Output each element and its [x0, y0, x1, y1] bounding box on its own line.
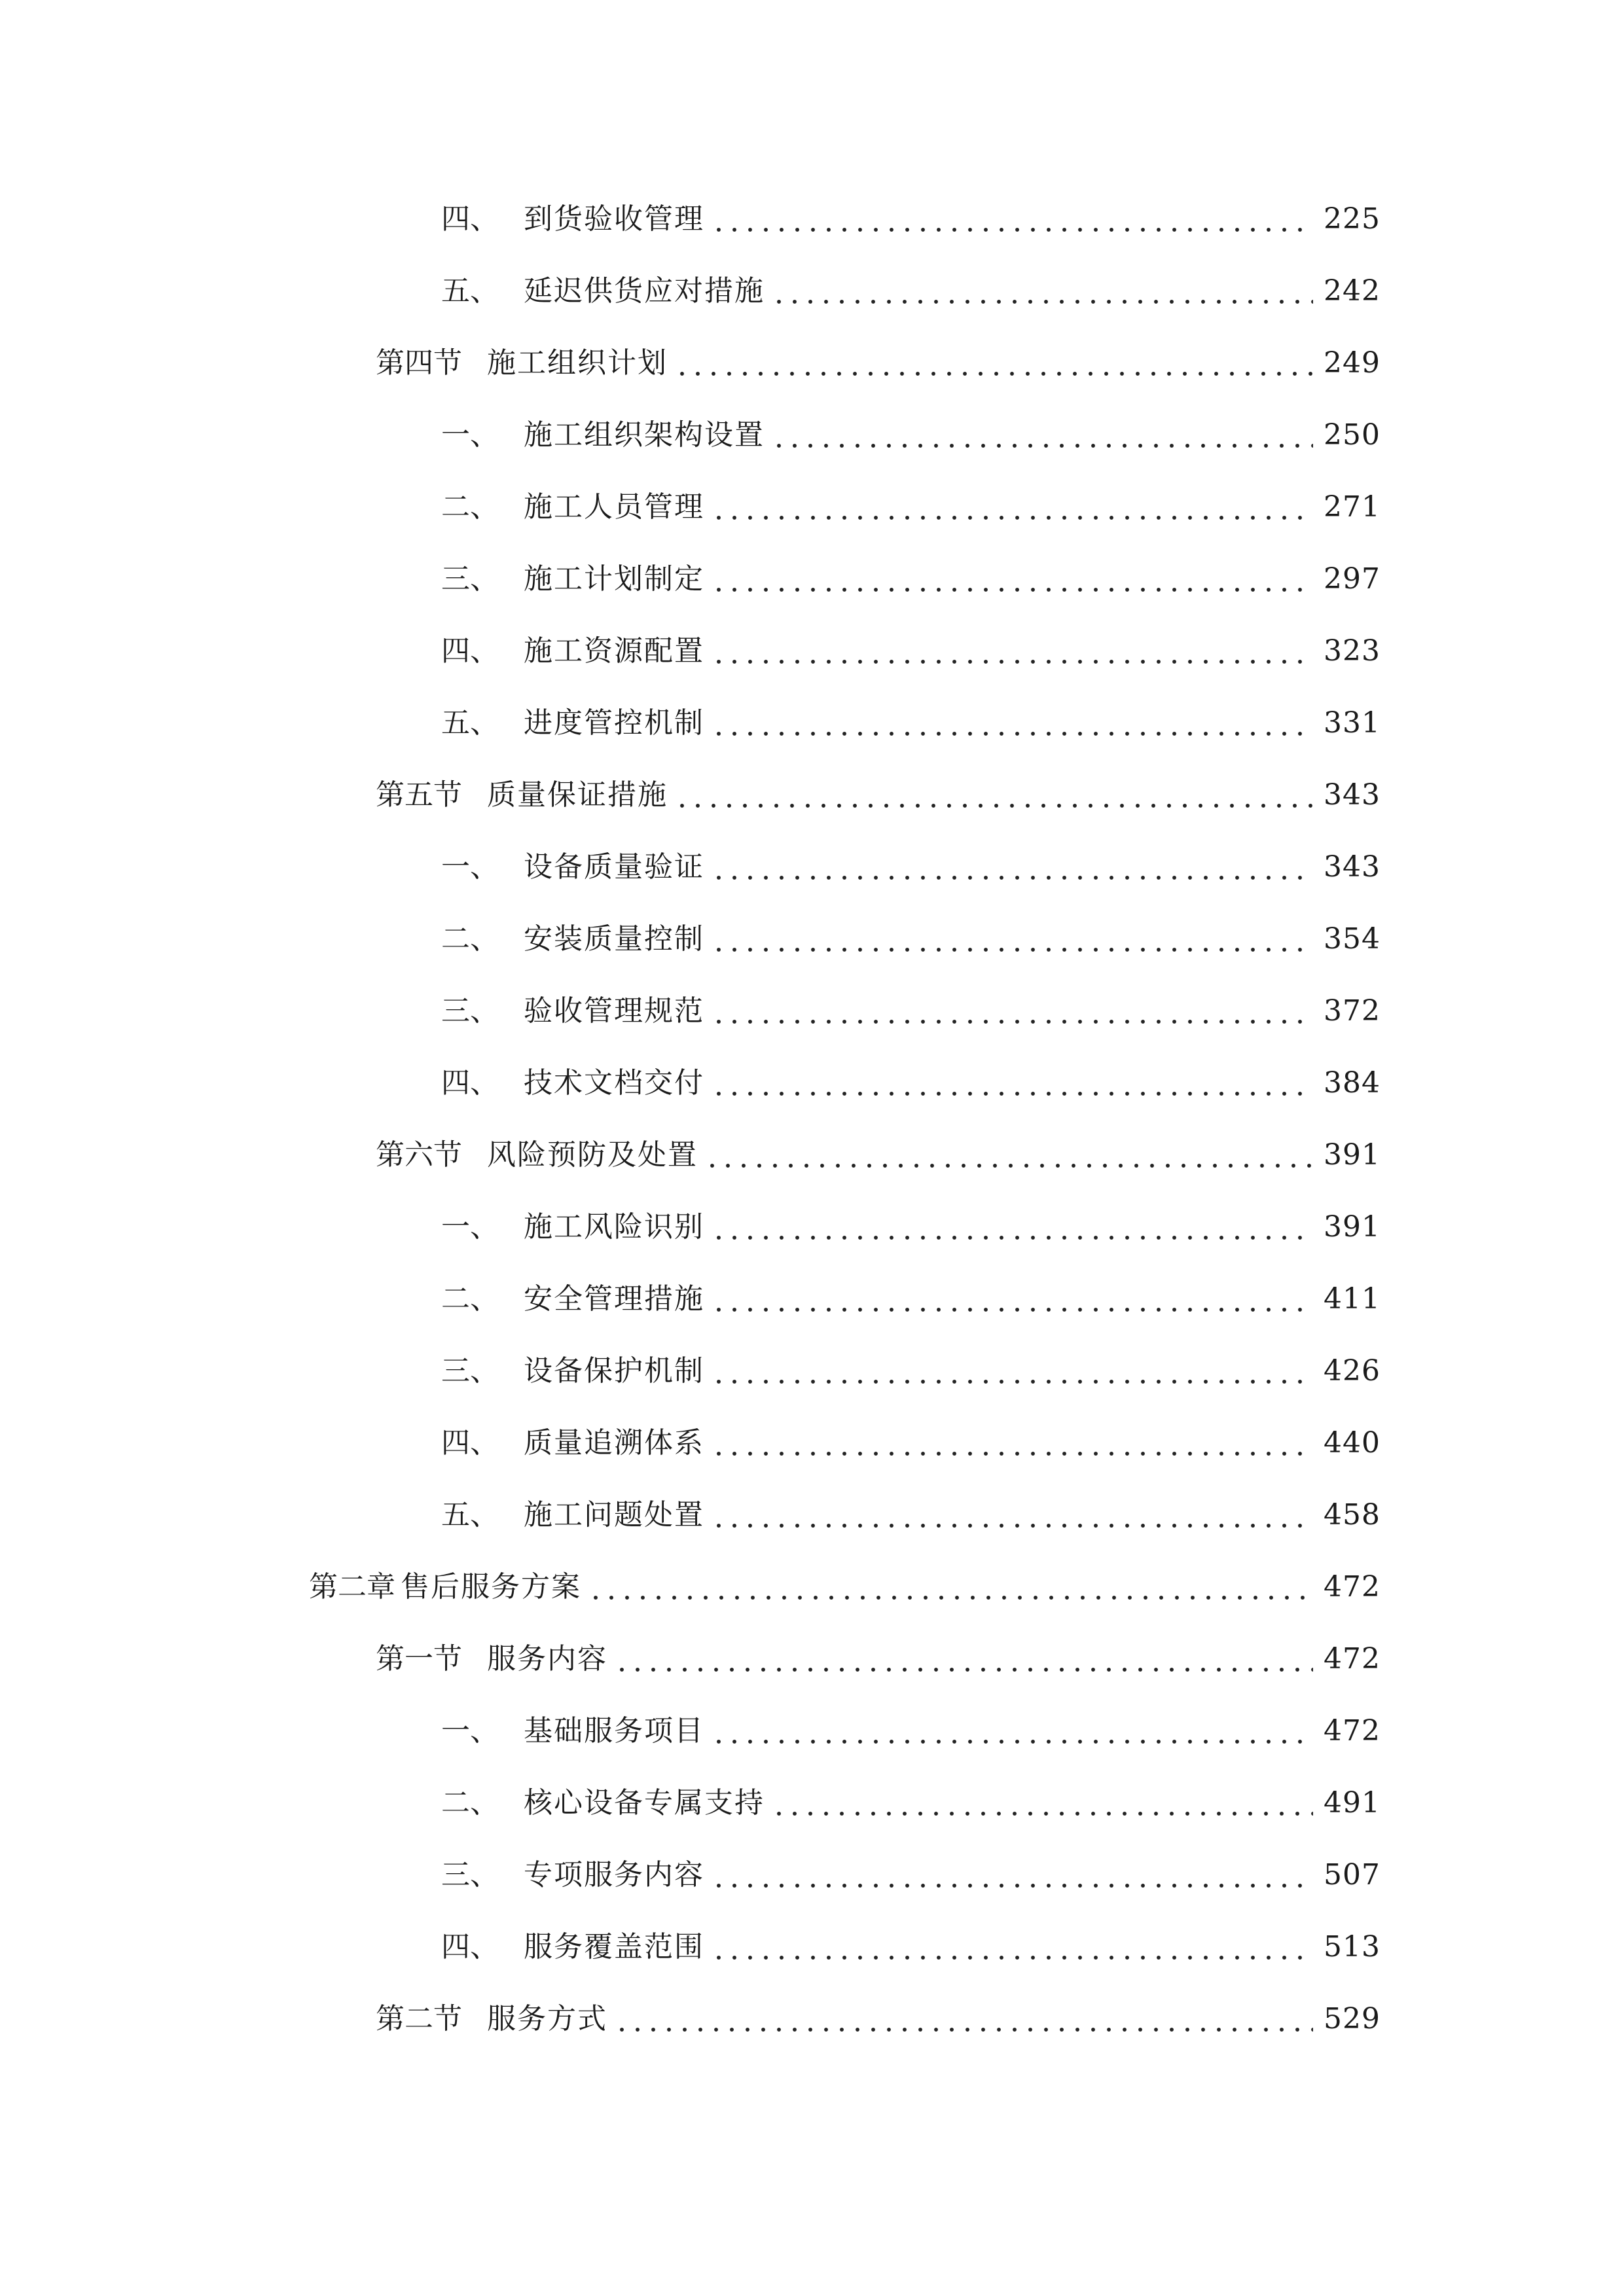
entry-page-number: 458 — [1324, 1498, 1380, 1532]
dot-leader — [711, 1083, 1313, 1096]
dot-leader — [711, 1443, 1313, 1456]
entry-page-number: 529 — [1324, 2002, 1380, 2036]
dot-leader — [771, 291, 1313, 304]
toc-entry[interactable] — [376, 1993, 1380, 2045]
dot-leader — [711, 939, 1313, 952]
entry-page-number: 343 — [1324, 778, 1380, 812]
toc-entry[interactable] — [376, 769, 1380, 821]
entry-number: 四、 — [441, 634, 499, 668]
dot-leader — [771, 435, 1313, 448]
entry-number: 第一节 — [376, 1642, 462, 1676]
entry-page-number: 426 — [1324, 1354, 1380, 1388]
entry-number: 第二章 — [309, 1570, 395, 1604]
dot-leader — [614, 2019, 1313, 2032]
toc-entry[interactable] — [441, 841, 1380, 893]
entry-title: 施工风险识别 — [524, 1210, 704, 1244]
entry-number: 第六节 — [376, 1138, 462, 1172]
toc-entry[interactable] — [441, 1705, 1380, 1757]
entry-page-number: 391 — [1324, 1138, 1380, 1172]
entry-number: 一、 — [441, 850, 499, 884]
dot-leader — [588, 1587, 1313, 1600]
dot-leader — [711, 867, 1313, 880]
toc-entry[interactable] — [441, 1201, 1380, 1253]
toc-entry[interactable] — [441, 985, 1380, 1037]
entry-page-number: 271 — [1324, 490, 1380, 524]
entry-number: 二、 — [441, 490, 499, 524]
entry-title: 质量追溯体系 — [524, 1426, 704, 1460]
entry-page-number: 323 — [1324, 634, 1380, 668]
entry-title: 施工问题处置 — [524, 1498, 704, 1532]
entry-title: 设备质量验证 — [524, 850, 704, 884]
toc-entry[interactable] — [376, 337, 1380, 389]
dot-leader — [711, 723, 1313, 736]
entry-number: 第四节 — [376, 346, 462, 380]
dot-leader — [711, 1371, 1313, 1384]
dot-leader — [711, 1011, 1313, 1024]
entry-page-number: 472 — [1324, 1570, 1380, 1604]
toc-entry[interactable] — [441, 1057, 1380, 1109]
dot-leader — [771, 1803, 1313, 1816]
entry-title: 服务覆盖范围 — [524, 1930, 704, 1964]
entry-page-number: 472 — [1324, 1714, 1380, 1748]
toc-entry[interactable] — [441, 1417, 1380, 1469]
toc-entry[interactable] — [441, 1777, 1380, 1829]
toc-entry[interactable] — [441, 1849, 1380, 1901]
entry-page-number: 472 — [1324, 1642, 1380, 1676]
entry-title: 服务内容 — [487, 1642, 607, 1676]
dot-leader — [711, 1947, 1313, 1960]
entry-page-number: 491 — [1324, 1786, 1380, 1820]
toc-entry[interactable] — [441, 409, 1380, 461]
entry-title: 安装质量控制 — [524, 922, 704, 956]
dot-leader — [711, 1875, 1313, 1888]
entry-title: 安全管理措施 — [524, 1282, 704, 1316]
entry-title: 施工计划制定 — [524, 562, 704, 596]
entry-page-number: 250 — [1324, 418, 1380, 452]
entry-number: 四、 — [441, 1066, 499, 1100]
entry-page-number: 391 — [1324, 1210, 1380, 1244]
entry-page-number: 440 — [1324, 1426, 1380, 1460]
toc-entry[interactable] — [441, 1345, 1380, 1397]
entry-title: 施工人员管理 — [524, 490, 704, 524]
toc-entry[interactable] — [441, 697, 1380, 749]
entry-number: 二、 — [441, 1282, 499, 1316]
dot-leader — [711, 1731, 1313, 1744]
dot-leader — [711, 219, 1313, 232]
entry-page-number: 354 — [1324, 922, 1380, 956]
dot-leader — [711, 1515, 1313, 1528]
entry-title: 设备保护机制 — [524, 1354, 704, 1388]
entry-title: 进度管控机制 — [524, 706, 704, 740]
entry-number: 二、 — [441, 1786, 499, 1820]
entry-title: 服务方式 — [487, 2002, 607, 2036]
entry-number: 一、 — [441, 418, 499, 452]
entry-title: 基础服务项目 — [524, 1714, 704, 1748]
entry-number: 三、 — [441, 562, 499, 596]
entry-page-number: 372 — [1324, 994, 1380, 1028]
dot-leader — [711, 1227, 1313, 1240]
entry-page-number: 249 — [1324, 346, 1380, 380]
toc-entry[interactable] — [309, 1561, 1380, 1613]
entry-page-number: 225 — [1324, 202, 1380, 236]
dot-leader — [704, 1155, 1313, 1168]
entry-page-number: 411 — [1324, 1282, 1380, 1316]
dot-leader — [674, 795, 1313, 808]
toc-entry[interactable] — [441, 1273, 1380, 1325]
toc-entry[interactable] — [441, 265, 1380, 317]
toc-entry[interactable] — [376, 1129, 1380, 1181]
entry-number: 四、 — [441, 1930, 499, 1964]
entry-title: 专项服务内容 — [524, 1858, 704, 1892]
entry-number: 二、 — [441, 922, 499, 956]
entry-title: 延迟供货应对措施 — [524, 274, 765, 308]
dot-leader — [614, 1659, 1313, 1672]
toc-entry[interactable] — [441, 193, 1380, 245]
entry-title: 风险预防及处置 — [487, 1138, 698, 1172]
entry-page-number: 384 — [1324, 1066, 1380, 1100]
entry-number: 一、 — [441, 1714, 499, 1748]
toc-entry[interactable] — [441, 553, 1380, 605]
dot-leader — [711, 1299, 1313, 1312]
entry-page-number: 331 — [1324, 706, 1380, 740]
entry-page-number: 507 — [1324, 1858, 1380, 1892]
entry-page-number: 513 — [1324, 1930, 1380, 1964]
entry-number: 一、 — [441, 1210, 499, 1244]
entry-title: 到货验收管理 — [524, 202, 704, 236]
entry-title: 施工组织架构设置 — [524, 418, 765, 452]
toc-entry[interactable] — [441, 1489, 1380, 1541]
dot-leader — [711, 651, 1313, 664]
toc-entry[interactable] — [376, 1633, 1380, 1685]
entry-title: 施工资源配置 — [524, 634, 704, 668]
toc-entry[interactable] — [441, 913, 1380, 965]
entry-number: 三、 — [441, 1354, 499, 1388]
entry-page-number: 343 — [1324, 850, 1380, 884]
entry-title: 售后服务方案 — [401, 1570, 581, 1604]
toc-entry[interactable] — [441, 1921, 1380, 1973]
entry-number: 三、 — [441, 1858, 499, 1892]
entry-number: 三、 — [441, 994, 499, 1028]
entry-title: 核心设备专属支持 — [524, 1786, 765, 1820]
toc-entry[interactable] — [441, 625, 1380, 677]
entry-page-number: 297 — [1324, 562, 1380, 596]
entry-number: 第五节 — [376, 778, 462, 812]
toc-entry[interactable] — [441, 481, 1380, 533]
entry-title: 技术文档交付 — [524, 1066, 704, 1100]
entry-number: 四、 — [441, 202, 499, 236]
entry-number: 第二节 — [376, 2002, 462, 2036]
entry-number: 五、 — [441, 274, 499, 308]
dot-leader — [711, 579, 1313, 592]
entry-number: 五、 — [441, 1498, 499, 1532]
entry-number: 四、 — [441, 1426, 499, 1460]
dot-leader — [674, 363, 1313, 376]
entry-title: 验收管理规范 — [524, 994, 704, 1028]
entry-title: 质量保证措施 — [487, 778, 668, 812]
dot-leader — [711, 507, 1313, 520]
entry-page-number: 242 — [1324, 274, 1380, 308]
entry-number: 五、 — [441, 706, 499, 740]
entry-title: 施工组织计划 — [487, 346, 668, 380]
